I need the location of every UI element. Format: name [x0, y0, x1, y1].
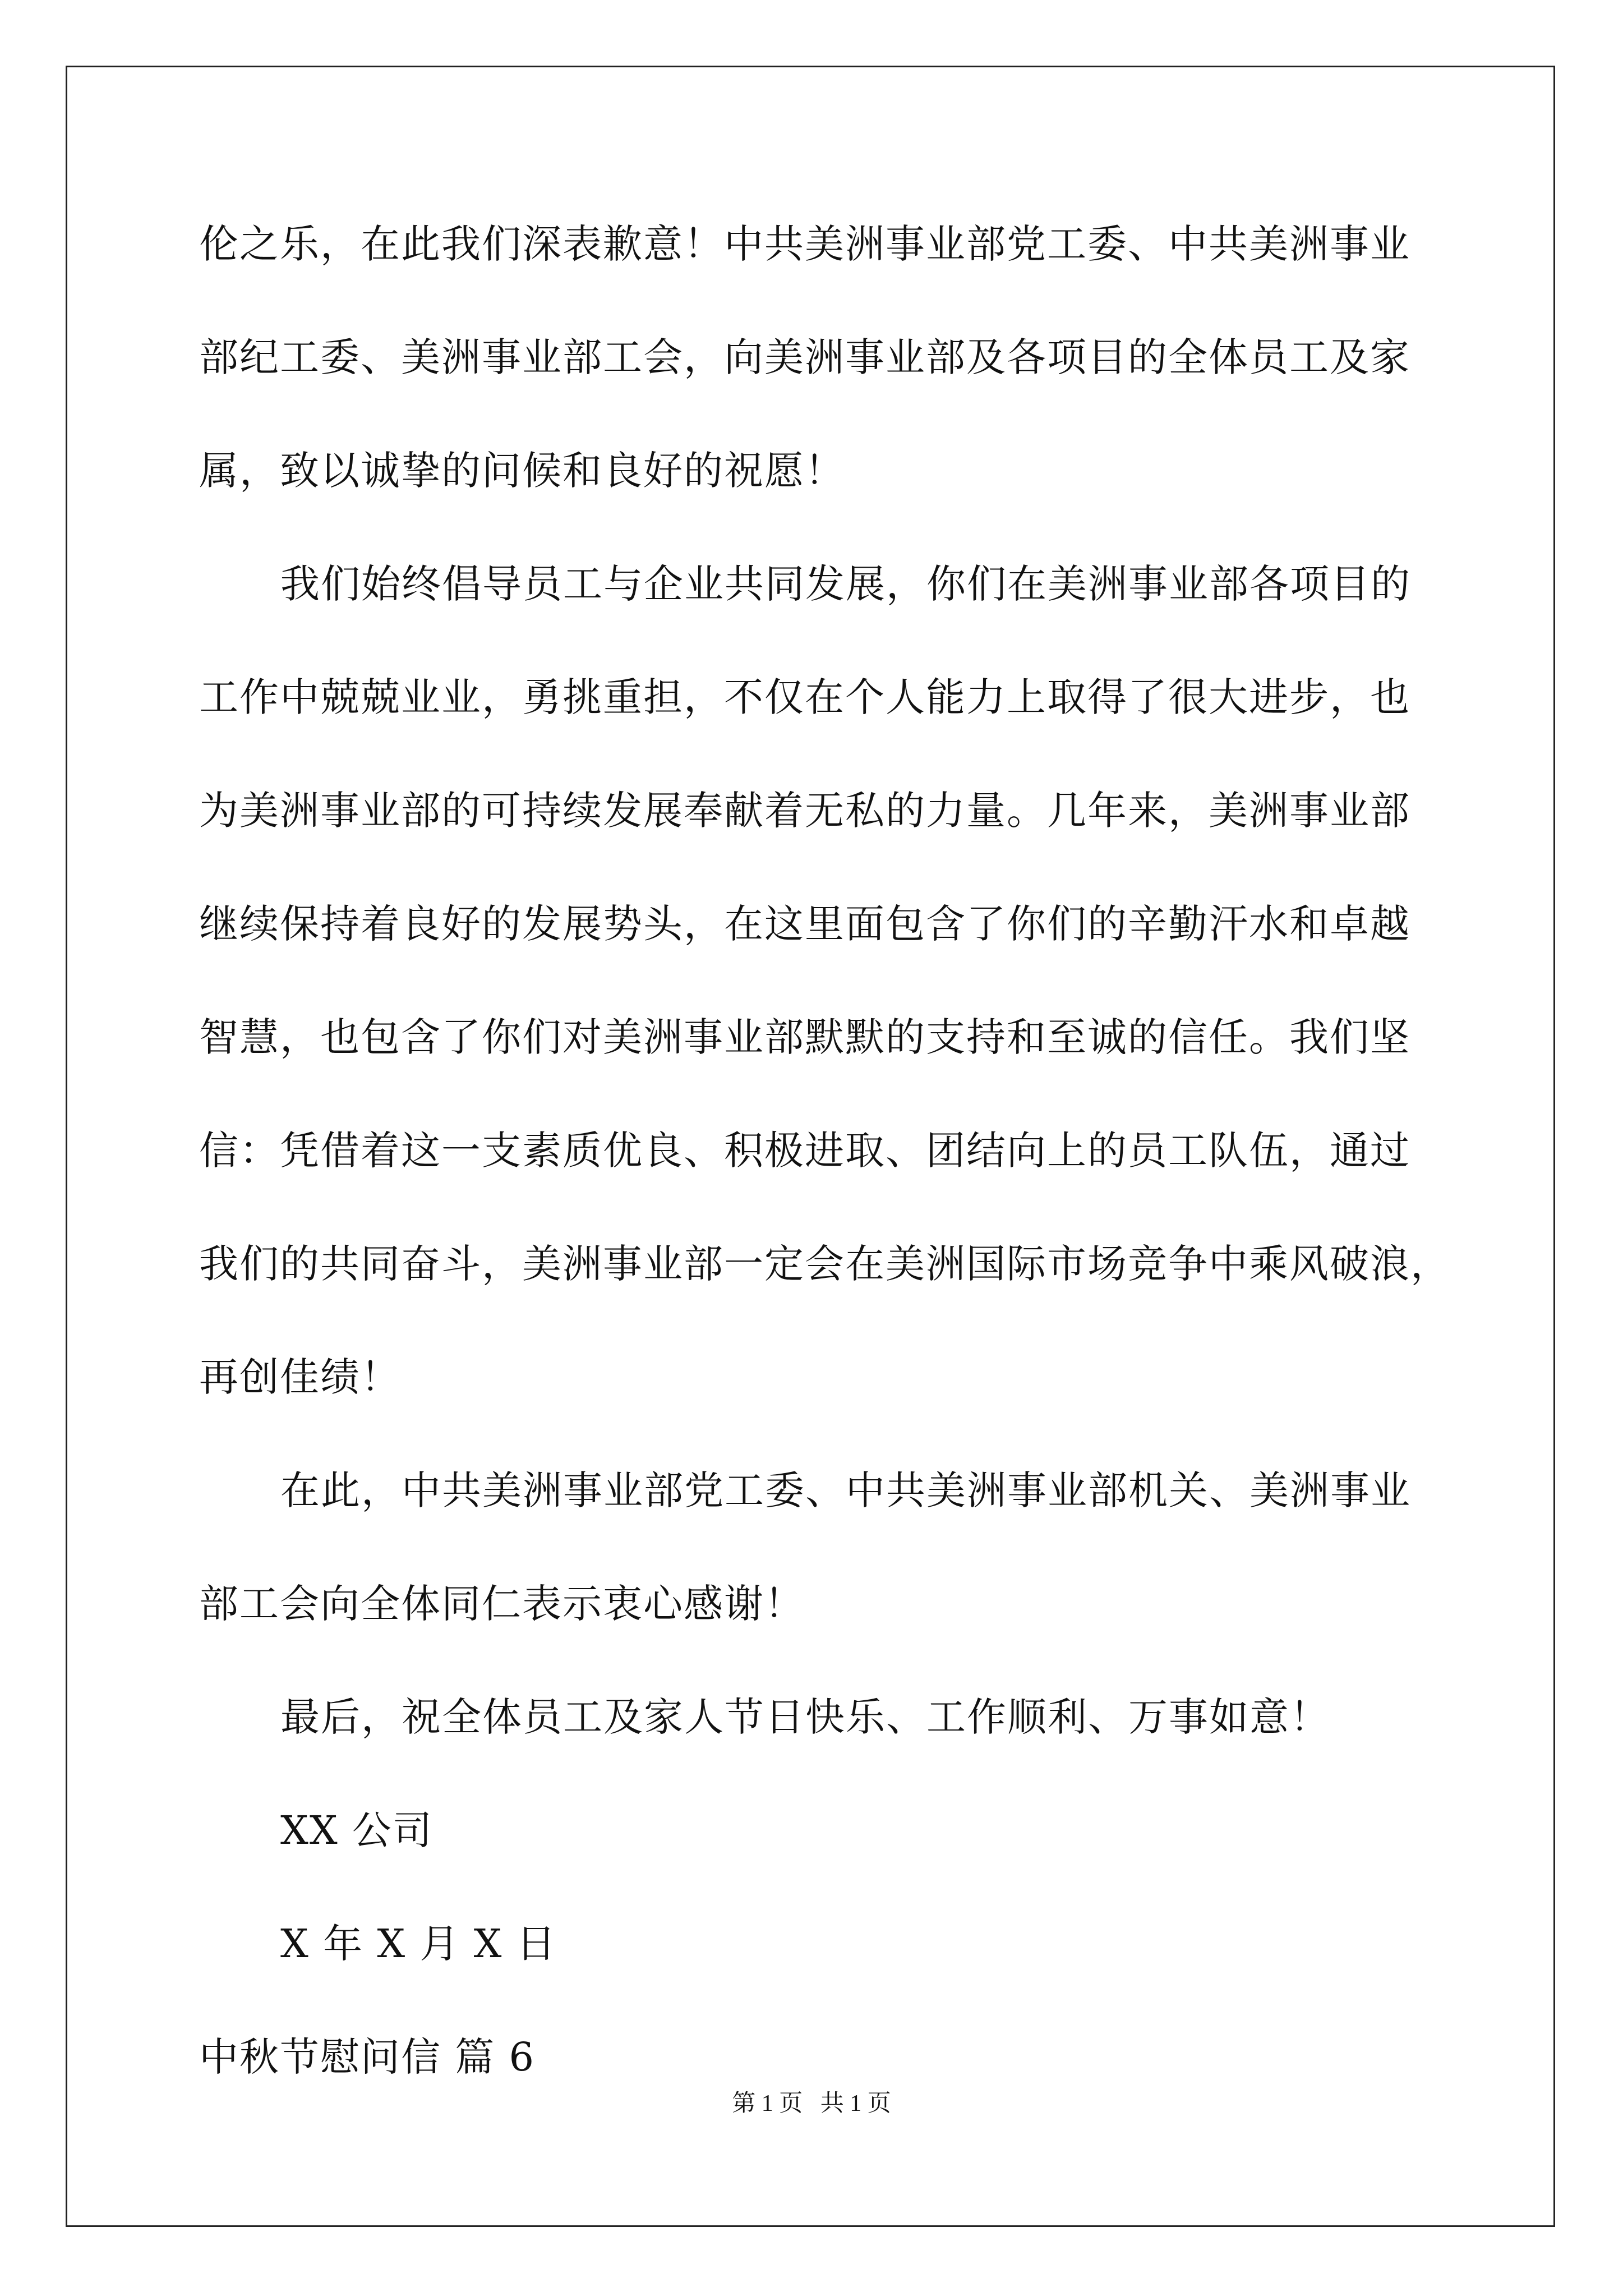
section-heading: 中秋节慰问信 篇 6	[199, 2034, 536, 2080]
signature-company: XX 公司	[280, 1807, 433, 1853]
paragraph-line: 在此，中共美洲事业部党工委、中共美洲事业部机关、美洲事业	[280, 1467, 1411, 1513]
paragraph-line: 部工会向全体同仁表示衷心感谢！	[199, 1581, 805, 1627]
paragraph-line: 最后，祝全体员工及家人节日快乐、工作顺利、万事如意！	[280, 1694, 1330, 1740]
paragraph-line: 属，致以诚挚的问候和良好的祝愿！	[199, 448, 845, 494]
page-footer: 第 1 页 共 1 页	[732, 2091, 891, 2116]
paragraph-line: 工作中兢兢业业，勇挑重担，不仅在个人能力上取得了很大进步，也	[199, 674, 1410, 720]
paragraph-line: 智慧，也包含了你们对美洲事业部默默的支持和至诚的信任。我们坚	[199, 1014, 1410, 1060]
paragraph-line: 我们始终倡导员工与企业共同发展，你们在美洲事业部各项目的	[280, 561, 1411, 607]
paragraph-line: 伦之乐，在此我们深表歉意！中共美洲事业部党工委、中共美洲事业	[199, 221, 1410, 267]
paragraph-line: 再创佳绩！	[199, 1354, 401, 1400]
paragraph-line: 信：凭借着这一支素质优良、积极进取、团结向上的员工队伍，通过	[199, 1128, 1410, 1174]
paragraph-line: 我们的共同奋斗，美洲事业部一定会在美洲国际市场竞争中乘风破浪，	[199, 1241, 1451, 1287]
signature-date: X 年 X 月 X 日	[280, 1921, 557, 1967]
paragraph-line: 继续保持着良好的发展势头，在这里面包含了你们的辛勤汗水和卓越	[199, 901, 1410, 947]
paragraph-line: 部纪工委、美洲事业部工会，向美洲事业部及各项目的全体员工及家	[199, 334, 1410, 380]
paragraph-line: 为美洲事业部的可持续发展奉献着无私的力量。几年来，美洲事业部	[199, 788, 1410, 834]
